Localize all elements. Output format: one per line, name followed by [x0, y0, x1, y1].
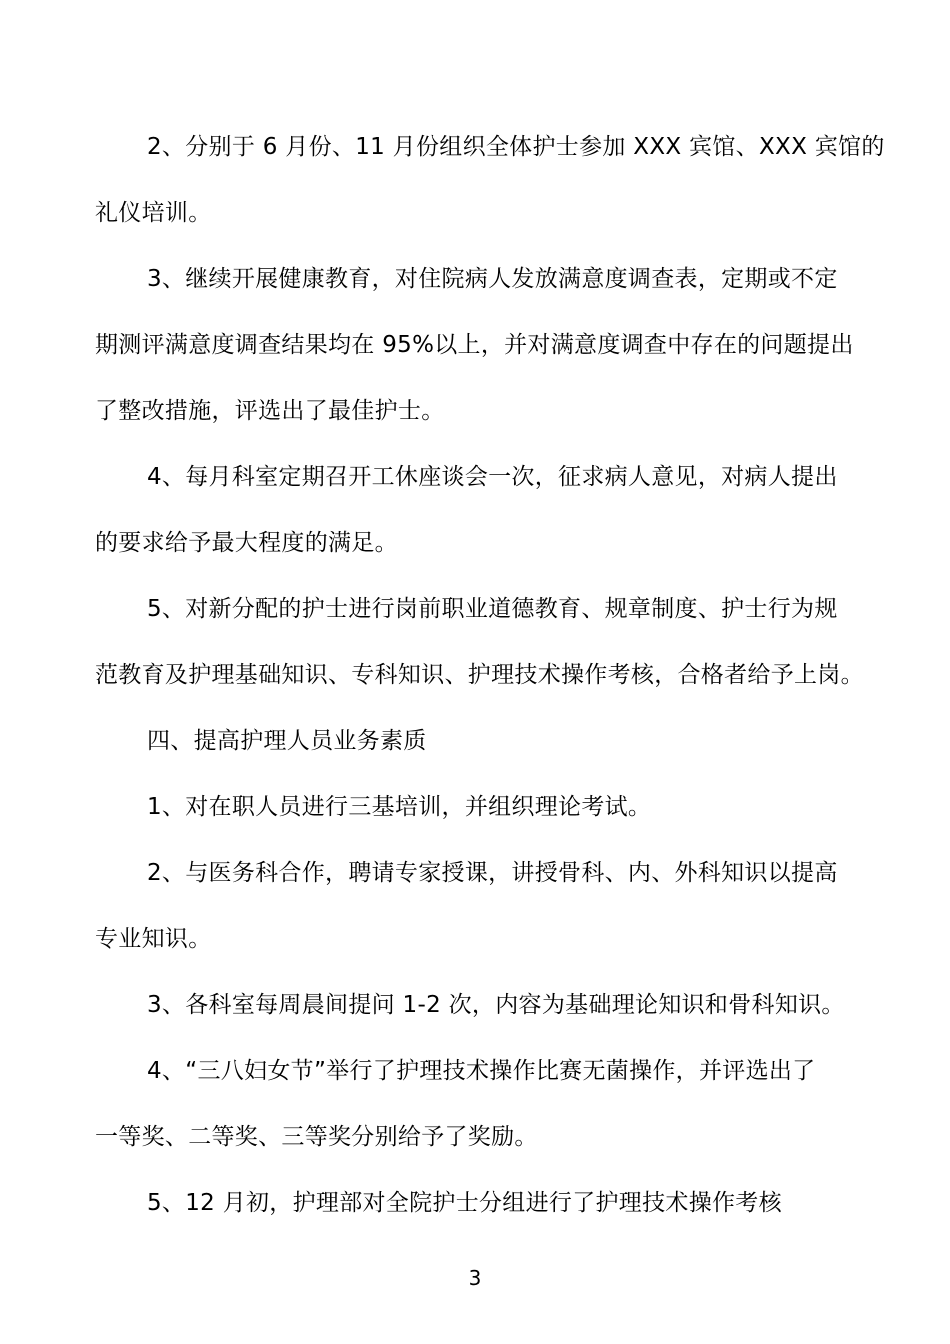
- paragraph-line: 专业知识。: [95, 926, 212, 952]
- paragraph-line: 4、每月科室定期召开工休座谈会一次，征求病人意见，对病人提出: [147, 464, 838, 490]
- paragraph-line: 3、继续开展健康教育，对住院病人发放满意度调查表，定期或不定: [147, 266, 838, 292]
- paragraph-line: 一等奖、二等奖、三等奖分别给予了奖励。: [95, 1124, 538, 1150]
- paragraph-line: 的要求给予最大程度的满足。: [95, 530, 398, 556]
- paragraph-line: 了整改措施，评选出了最佳护士。: [95, 398, 445, 424]
- paragraph-line: 2、与医务科合作，聘请专家授课，讲授骨科、内、外科知识以提高: [147, 860, 838, 886]
- section-heading: 四、提高护理人员业务素质: [147, 728, 427, 754]
- paragraph-line: 期测评满意度调查结果均在 95%以上，并对满意度调查中存在的问题提出: [95, 332, 854, 358]
- paragraph-line: 3、各科室每周晨间提问 1-2 次，内容为基础理论知识和骨科知识。: [147, 992, 845, 1018]
- paragraph-line: 礼仪培训。: [95, 200, 212, 226]
- paragraph-line: 5、对新分配的护士进行岗前职业道德教育、规章制度、护士行为规: [147, 596, 838, 622]
- paragraph-line: 2、分别于 6 月份、11 月份组织全体护士参加 XXX 宾馆、XXX 宾馆的: [147, 134, 885, 160]
- paragraph-line: 4、“三八妇女节”举行了护理技术操作比赛无菌操作，并评选出了: [147, 1058, 816, 1084]
- paragraph-line: 5、12 月初，护理部对全院护士分组进行了护理技术操作考核: [147, 1190, 782, 1216]
- page-number: 3: [468, 1266, 482, 1290]
- paragraph-line: 1、对在职人员进行三基培训，并组织理论考试。: [147, 794, 652, 820]
- paragraph-line: 范教育及护理基础知识、专科知识、护理技术操作考核，合格者给予上岗。: [95, 662, 864, 688]
